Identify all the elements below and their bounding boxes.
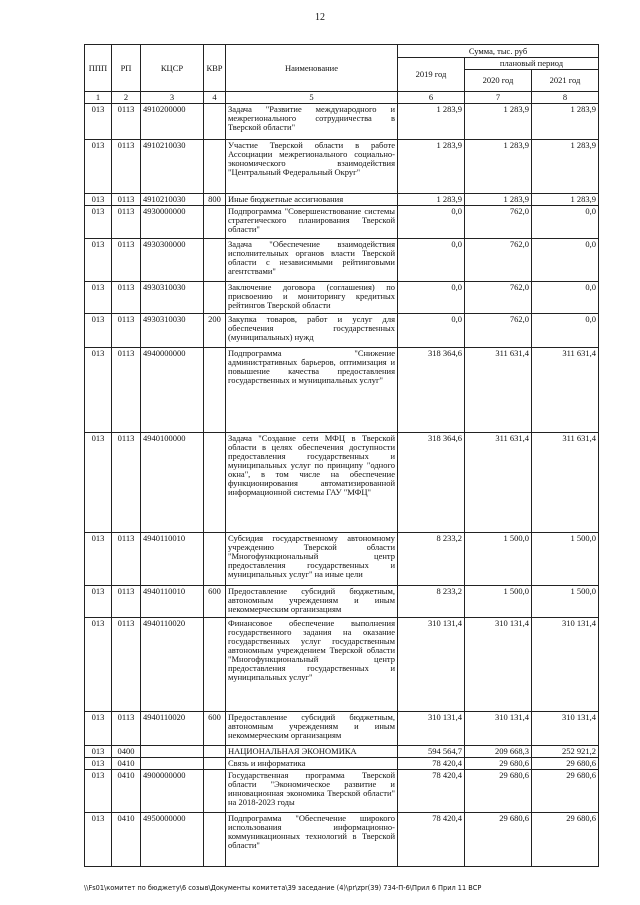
table-row bbox=[85, 586, 599, 618]
cell-2019: 310 131,4 bbox=[398, 618, 465, 712]
cell-kcsr: 4930300000 bbox=[141, 239, 204, 282]
cell-2019: 318 364,6 bbox=[398, 348, 465, 433]
cell-ppp: 013 bbox=[85, 348, 112, 433]
cell-2019: 0,0 bbox=[398, 206, 465, 239]
cell-2019: 78 420,4 bbox=[398, 813, 465, 867]
cell-ppp: 013 bbox=[85, 758, 112, 770]
cell-ppp: 013 bbox=[85, 746, 112, 758]
cell-2021: 1 500,0 bbox=[532, 533, 599, 586]
cell-kvr bbox=[204, 348, 226, 433]
cell-name: Предоставление субсидий бюджетным, автономным учреждениям и иным некоммерческим организациям bbox=[226, 712, 398, 746]
cell-2021: 1 283,9 bbox=[532, 140, 599, 194]
cell-rp: 0113 bbox=[112, 433, 141, 533]
table-row bbox=[85, 618, 599, 712]
table-row bbox=[85, 348, 599, 433]
cell-2021: 1 283,9 bbox=[532, 104, 599, 140]
cell-rp: 0113 bbox=[112, 618, 141, 712]
cell-name: Связь и информатика bbox=[226, 758, 398, 770]
column-index: 1 bbox=[85, 92, 112, 104]
cell-name: Предоставление субсидий бюджетным, автономным учреждениям и иным некоммерческим организациям bbox=[226, 586, 398, 618]
header-name: Наименование bbox=[226, 45, 398, 92]
cell-2020: 1 283,9 bbox=[465, 140, 532, 194]
cell-name: Финансовое обеспечение выполнения государственного задания на оказание государственных услуг государственным автономным учреждением Тверской области "Многофункциональный центр предоставления государственных и муниципальных услуг" bbox=[226, 618, 398, 712]
cell-kcsr: 4950000000 bbox=[141, 813, 204, 867]
table-body bbox=[85, 104, 599, 867]
cell-2021: 311 631,4 bbox=[532, 433, 599, 533]
cell-2019: 1 283,9 bbox=[398, 140, 465, 194]
cell-kcsr bbox=[141, 758, 204, 770]
cell-kcsr: 4930000000 bbox=[141, 206, 204, 239]
cell-ppp: 013 bbox=[85, 618, 112, 712]
cell-rp: 0113 bbox=[112, 586, 141, 618]
cell-kcsr: 4940110020 bbox=[141, 618, 204, 712]
cell-kvr bbox=[204, 282, 226, 314]
cell-rp: 0113 bbox=[112, 712, 141, 746]
table-row bbox=[85, 194, 599, 206]
cell-ppp: 013 bbox=[85, 194, 112, 206]
cell-name: Закупка товаров, работ и услуг для обеспечения государственных (муниципальных) нужд bbox=[226, 314, 398, 348]
cell-rp: 0113 bbox=[112, 194, 141, 206]
cell-rp: 0410 bbox=[112, 758, 141, 770]
table-row bbox=[85, 813, 599, 867]
cell-kvr bbox=[204, 813, 226, 867]
cell-rp: 0113 bbox=[112, 206, 141, 239]
table-row bbox=[85, 282, 599, 314]
column-index-row bbox=[85, 92, 599, 104]
cell-ppp: 013 bbox=[85, 433, 112, 533]
cell-2019: 310 131,4 bbox=[398, 712, 465, 746]
cell-2020: 310 131,4 bbox=[465, 712, 532, 746]
cell-2019: 1 283,9 bbox=[398, 194, 465, 206]
header-kvr: КВР bbox=[204, 45, 226, 92]
cell-2021: 1 283,9 bbox=[532, 194, 599, 206]
cell-kvr bbox=[204, 533, 226, 586]
cell-rp: 0113 bbox=[112, 314, 141, 348]
cell-2020: 762,0 bbox=[465, 206, 532, 239]
cell-kvr: 600 bbox=[204, 586, 226, 618]
header-sum: Сумма, тыс. руб bbox=[398, 45, 599, 58]
column-index: 8 bbox=[532, 92, 599, 104]
column-index: 4 bbox=[204, 92, 226, 104]
cell-kvr: 600 bbox=[204, 712, 226, 746]
cell-name: Задача "Создание сети МФЦ в Тверской области в целях обеспечения доступности предоставления государственных и муниципальных услуг по принципу "одного окна", в том числе на обеспечение функционирования автоматизированной информационной системы ГАУ "МФЦ" bbox=[226, 433, 398, 533]
cell-kvr bbox=[204, 746, 226, 758]
cell-kcsr: 4940110010 bbox=[141, 533, 204, 586]
cell-kcsr: 4910210030 bbox=[141, 194, 204, 206]
cell-rp: 0410 bbox=[112, 813, 141, 867]
cell-kvr bbox=[204, 758, 226, 770]
cell-kvr bbox=[204, 104, 226, 140]
cell-kvr: 200 bbox=[204, 314, 226, 348]
cell-2021: 311 631,4 bbox=[532, 348, 599, 433]
cell-2020: 1 283,9 bbox=[465, 104, 532, 140]
cell-ppp: 013 bbox=[85, 314, 112, 348]
footer-file-path: \\Fs01\комитет по бюджету\6 созыв\Документы комитета\39 заседание (4)\pr\zpr(39) 734-П-6\Прил 6 Прил 11 ВСР bbox=[84, 884, 482, 892]
cell-rp: 0113 bbox=[112, 140, 141, 194]
header-ppp: ППП bbox=[85, 45, 112, 92]
table-row bbox=[85, 239, 599, 282]
cell-name: Подпрограмма "Снижение административных барьеров, оптимизация и повышение качества предоставления государственных и муниципальных услуг" bbox=[226, 348, 398, 433]
cell-name: Задача "Обеспечение взаимодействия исполнительных органов власти Тверской области с независимыми рейтинговыми агентствами" bbox=[226, 239, 398, 282]
cell-2021: 0,0 bbox=[532, 239, 599, 282]
cell-2019: 0,0 bbox=[398, 314, 465, 348]
table-row bbox=[85, 140, 599, 194]
cell-kcsr: 4930310030 bbox=[141, 282, 204, 314]
column-index: 5 bbox=[226, 92, 398, 104]
cell-2020: 310 131,4 bbox=[465, 618, 532, 712]
cell-2019: 318 364,6 bbox=[398, 433, 465, 533]
cell-kvr bbox=[204, 140, 226, 194]
header-2021: 2021 год bbox=[532, 70, 599, 92]
table-row bbox=[85, 758, 599, 770]
cell-2020: 1 500,0 bbox=[465, 533, 532, 586]
cell-2020: 311 631,4 bbox=[465, 433, 532, 533]
column-index: 2 bbox=[112, 92, 141, 104]
table-row bbox=[85, 712, 599, 746]
header-rp: РП bbox=[112, 45, 141, 92]
table-row bbox=[85, 533, 599, 586]
cell-2021: 0,0 bbox=[532, 314, 599, 348]
cell-2021: 0,0 bbox=[532, 206, 599, 239]
table-row bbox=[85, 314, 599, 348]
column-index: 3 bbox=[141, 92, 204, 104]
cell-rp: 0113 bbox=[112, 533, 141, 586]
cell-2021: 1 500,0 bbox=[532, 586, 599, 618]
cell-2021: 29 680,6 bbox=[532, 770, 599, 813]
cell-ppp: 013 bbox=[85, 140, 112, 194]
cell-name: Задача "Развитие международного и межрегионального сотрудничества в Тверской области" bbox=[226, 104, 398, 140]
cell-rp: 0113 bbox=[112, 104, 141, 140]
cell-2021: 310 131,4 bbox=[532, 618, 599, 712]
table-row bbox=[85, 746, 599, 758]
table-row bbox=[85, 770, 599, 813]
cell-rp: 0400 bbox=[112, 746, 141, 758]
cell-2020: 29 680,6 bbox=[465, 758, 532, 770]
header-2019: 2019 год bbox=[398, 58, 465, 92]
cell-ppp: 013 bbox=[85, 586, 112, 618]
cell-2020: 762,0 bbox=[465, 239, 532, 282]
cell-ppp: 013 bbox=[85, 239, 112, 282]
cell-2020: 29 680,6 bbox=[465, 770, 532, 813]
cell-2019: 594 564,7 bbox=[398, 746, 465, 758]
cell-2020: 1 500,0 bbox=[465, 586, 532, 618]
cell-rp: 0113 bbox=[112, 282, 141, 314]
cell-2020: 209 668,3 bbox=[465, 746, 532, 758]
cell-name: Подпрограмма "Обеспечение широкого использования информационно-коммуникационных технологий в Тверской области" bbox=[226, 813, 398, 867]
header-plan-period: плановый период bbox=[465, 58, 599, 70]
cell-2021: 310 131,4 bbox=[532, 712, 599, 746]
cell-kcsr: 4910200000 bbox=[141, 104, 204, 140]
page-number: 12 bbox=[315, 12, 325, 23]
cell-rp: 0410 bbox=[112, 770, 141, 813]
cell-2019: 78 420,4 bbox=[398, 770, 465, 813]
cell-2019: 78 420,4 bbox=[398, 758, 465, 770]
cell-name: НАЦИОНАЛЬНАЯ ЭКОНОМИКА bbox=[226, 746, 398, 758]
cell-2021: 252 921,2 bbox=[532, 746, 599, 758]
cell-2020: 311 631,4 bbox=[465, 348, 532, 433]
cell-ppp: 013 bbox=[85, 533, 112, 586]
header-2020: 2020 год bbox=[465, 70, 532, 92]
table-row bbox=[85, 433, 599, 533]
cell-name: Государственная программа Тверской области "Экономическое развитие и инновационная экономика Тверской области" на 2018-2023 годы bbox=[226, 770, 398, 813]
table-row bbox=[85, 206, 599, 239]
cell-2019: 1 283,9 bbox=[398, 104, 465, 140]
cell-rp: 0113 bbox=[112, 348, 141, 433]
cell-ppp: 013 bbox=[85, 206, 112, 239]
cell-2019: 0,0 bbox=[398, 282, 465, 314]
cell-kcsr: 4900000000 bbox=[141, 770, 204, 813]
cell-name: Участие Тверской области в работе Ассоциации межрегионального социально-экономического взаимодействия "Центральный Федеральный Округ" bbox=[226, 140, 398, 194]
column-index: 7 bbox=[465, 92, 532, 104]
cell-kvr bbox=[204, 618, 226, 712]
cell-2021: 29 680,6 bbox=[532, 813, 599, 867]
cell-2019: 0,0 bbox=[398, 239, 465, 282]
cell-kcsr: 4940110020 bbox=[141, 712, 204, 746]
cell-kcsr: 4930310030 bbox=[141, 314, 204, 348]
cell-kcsr: 4940110010 bbox=[141, 586, 204, 618]
cell-rp: 0113 bbox=[112, 239, 141, 282]
column-index: 6 bbox=[398, 92, 465, 104]
cell-kcsr: 4940000000 bbox=[141, 348, 204, 433]
cell-name: Иные бюджетные ассигнования bbox=[226, 194, 398, 206]
table-row bbox=[85, 104, 599, 140]
cell-name: Заключение договора (соглашения) по присвоению и мониторингу кредитных рейтингов Тверской области bbox=[226, 282, 398, 314]
cell-2019: 8 233,2 bbox=[398, 586, 465, 618]
cell-2020: 762,0 bbox=[465, 282, 532, 314]
cell-kcsr bbox=[141, 746, 204, 758]
cell-2020: 1 283,9 bbox=[465, 194, 532, 206]
cell-2021: 0,0 bbox=[532, 282, 599, 314]
cell-ppp: 013 bbox=[85, 813, 112, 867]
cell-2021: 29 680,6 bbox=[532, 758, 599, 770]
cell-kvr bbox=[204, 433, 226, 533]
cell-kcsr: 4940100000 bbox=[141, 433, 204, 533]
cell-2019: 8 233,2 bbox=[398, 533, 465, 586]
cell-ppp: 013 bbox=[85, 104, 112, 140]
cell-ppp: 013 bbox=[85, 282, 112, 314]
cell-2020: 762,0 bbox=[465, 314, 532, 348]
cell-kvr bbox=[204, 239, 226, 282]
cell-ppp: 013 bbox=[85, 770, 112, 813]
cell-name: Субсидия государственному автономному учреждению Тверской области "Многофункциональный центр предоставления государственных и муниципальных услуг" на иные цели bbox=[226, 533, 398, 586]
header-kcsr: КЦСР bbox=[141, 45, 204, 92]
cell-kvr bbox=[204, 770, 226, 813]
cell-2020: 29 680,6 bbox=[465, 813, 532, 867]
cell-name: Подпрограмма "Совершенствование системы стратегического планирования Тверской области" bbox=[226, 206, 398, 239]
cell-kvr: 800 bbox=[204, 194, 226, 206]
cell-ppp: 013 bbox=[85, 712, 112, 746]
cell-kcsr: 4910210030 bbox=[141, 140, 204, 194]
budget-table bbox=[84, 44, 599, 867]
cell-kvr bbox=[204, 206, 226, 239]
